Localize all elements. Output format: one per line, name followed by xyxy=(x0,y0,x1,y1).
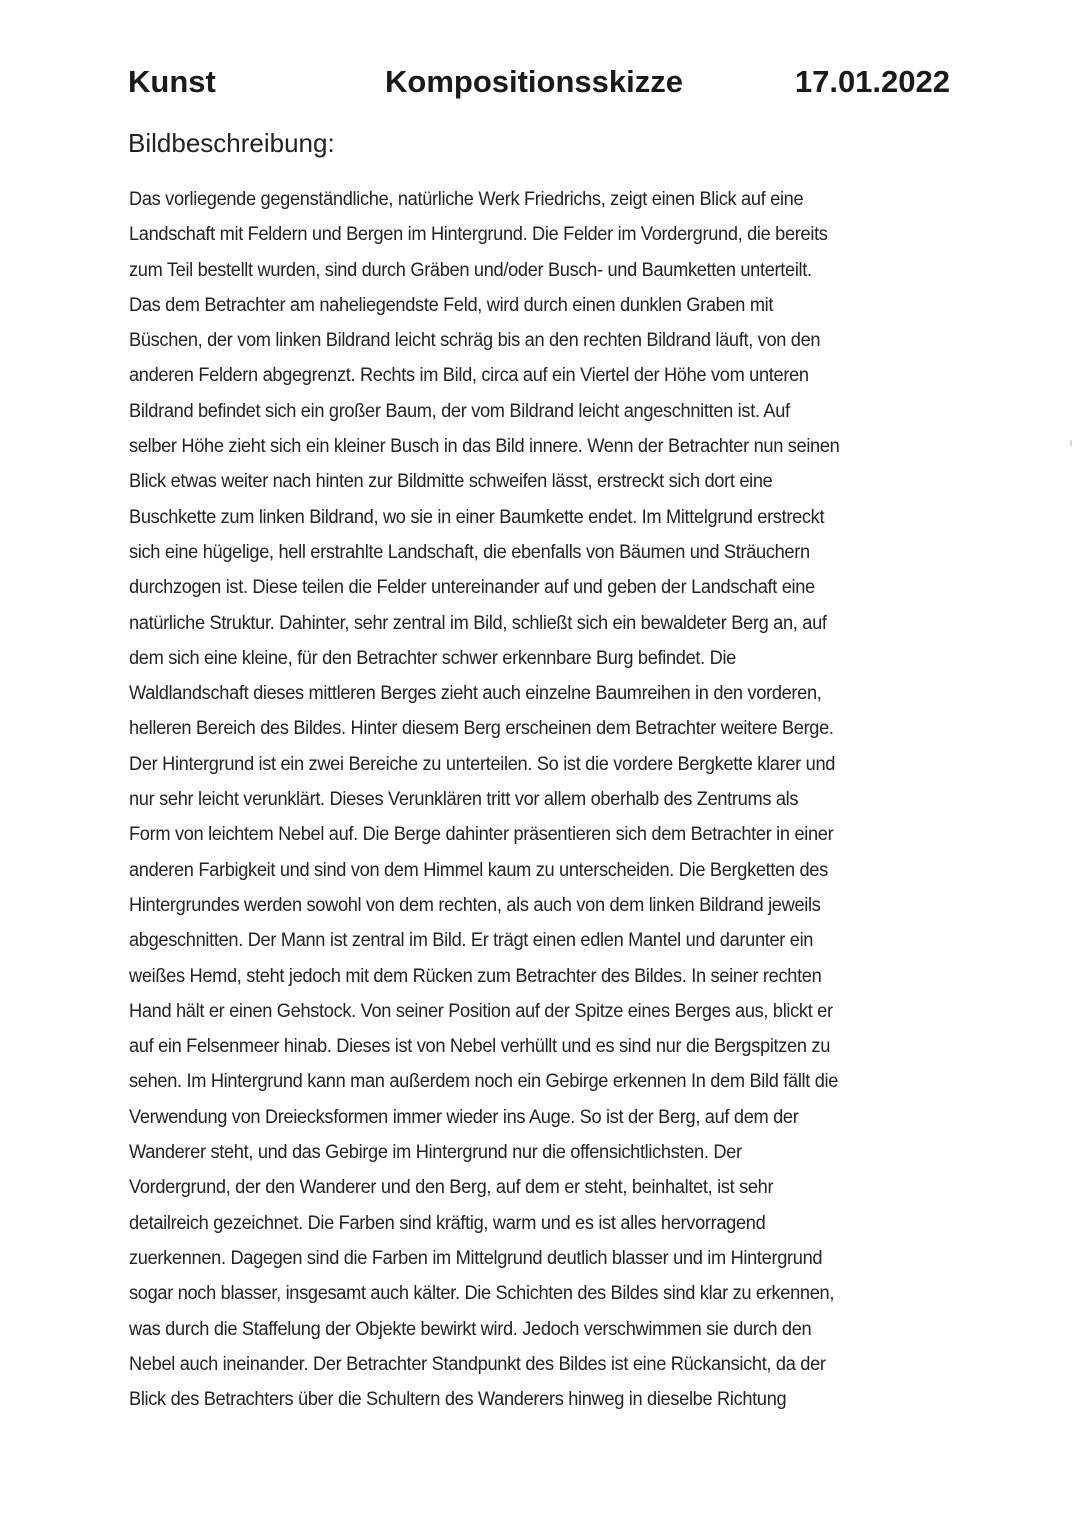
body-line: zuerkennen. Dagegen sind die Farben im Mittelgrund deutlich blasser und im Hintergrund xyxy=(129,1246,823,1269)
document-header xyxy=(128,60,950,104)
body-line: auf ein Felsenmeer hinab. Dieses ist von Nebel verhüllt und es sind nur die Bergspitzen zu xyxy=(129,1035,831,1058)
body-line: Der Hintergrund ist ein zwei Bereiche zu unterteilen. So ist die vordere Bergkette klarer und xyxy=(129,752,836,775)
body-line: Landschaft mit Feldern und Bergen im Hintergrund. Die Felder im Vordergrund, die bereits xyxy=(129,223,828,246)
body-line: sogar noch blasser, insgesamt auch kälter. Die Schichten des Bildes sind klar zu erkennen, xyxy=(129,1282,835,1305)
section-heading: Bildbeschreibung: xyxy=(128,128,335,158)
subject-title: Kunst xyxy=(128,64,216,99)
body-line: Blick des Betrachters über die Schultern des Wanderers hinweg in dieselbe Richtung xyxy=(129,1388,787,1411)
body-line: anderen Feldern abgegrenzt. Rechts im Bild, circa auf ein Viertel der Höhe vom unteren xyxy=(129,364,809,387)
body-line: Nebel auch ineinander. Der Betrachter Standpunkt des Bildes ist eine Rückansicht, da der xyxy=(129,1352,826,1375)
body-line: natürliche Struktur. Dahinter, sehr zentral im Bild, schließt sich ein bewaldeter Berg an, auf xyxy=(129,611,827,634)
body-line: Verwendung von Dreiecksformen immer wieder ins Auge. So ist der Berg, auf dem der xyxy=(129,1105,799,1128)
body-line: Bildrand befindet sich ein großer Baum, der vom Bildrand leicht angeschnitten ist. Auf xyxy=(129,399,790,422)
body-line: abgeschnitten. Der Mann ist zentral im Bild. Er trägt einen edlen Mantel und darunter ein xyxy=(129,929,814,952)
body-line: Blick etwas weiter nach hinten zur Bildmitte schweifen lässt, erstreckt sich dort eine xyxy=(129,470,773,493)
body-line: Wanderer steht, und das Gebirge im Hintergrund nur die offensichtlichsten. Der xyxy=(129,1141,742,1164)
body-line: Form von leichtem Nebel auf. Die Berge dahinter präsentieren sich dem Betrachter in einer xyxy=(129,823,834,846)
body-line: Vordergrund, der den Wanderer und den Berg, auf dem er steht, beinhaltet, ist sehr xyxy=(129,1176,774,1199)
body-line: helleren Bereich des Bildes. Hinter diesem Berg erscheinen dem Betrachter weitere Berge. xyxy=(129,717,834,740)
body-line: weißes Hemd, steht jedoch mit dem Rücken zum Betrachter des Bildes. In seiner rechten xyxy=(129,964,822,987)
body-line: sich eine hügelige, hell erstrahlte Landschaft, die ebenfalls von Bäumen und Sträuchern xyxy=(129,540,810,563)
body-line: zum Teil bestellt wurden, sind durch Gräben und/oder Busch- und Baumketten unterteilt. xyxy=(129,258,812,281)
body-line: Büschen, der vom linken Bildrand leicht schräg bis an den rechten Bildrand läuft, von den xyxy=(129,329,821,352)
body-line: Hand hält er einen Gehstock. Von seiner Position auf der Spitze eines Berges aus, blickt er xyxy=(129,999,833,1022)
body-line: selber Höhe zieht sich ein kleiner Busch in das Bild innere. Wenn der Betrachter nun seinen xyxy=(129,435,840,458)
topic-title: Kompositionsskizze xyxy=(385,64,683,99)
body-line: Das dem Betrachter am naheliegendste Feld, wird durch einen dunklen Graben mit xyxy=(129,293,774,316)
scan-artifact xyxy=(1070,440,1072,446)
body-paragraph xyxy=(129,182,901,1417)
body-line: dem sich eine kleine, für den Betrachter schwer erkennbare Burg befindet. Die xyxy=(129,646,736,669)
body-line: anderen Farbigkeit und sind von dem Himmel kaum zu unterscheiden. Die Bergketten des xyxy=(129,858,828,881)
body-line: Hintergrundes werden sowohl von dem rechten, als auch von dem linken Bildrand jeweils xyxy=(129,893,821,916)
body-line: was durch die Staffelung der Objekte bewirkt wird. Jedoch verschwimmen sie durch den xyxy=(129,1317,812,1340)
body-line: Waldlandschaft dieses mittleren Berges zieht auch einzelne Baumreihen in den vorderen, xyxy=(129,682,822,705)
body-line: nur sehr leicht verunklärt. Dieses Verunklären tritt vor allem oberhalb des Zentrums als xyxy=(129,788,799,811)
body-line: sehen. Im Hintergrund kann man außerdem noch ein Gebirge erkennen In dem Bild fällt die xyxy=(129,1070,839,1093)
body-line: detailreich gezeichnet. Die Farben sind kräftig, warm und es ist alles hervorragend xyxy=(129,1211,766,1234)
document-date: 17.01.2022 xyxy=(794,64,950,99)
body-line: durchzogen ist. Diese teilen die Felder untereinander auf und geben der Landschaft eine xyxy=(129,576,815,599)
body-line: Das vorliegende gegenständliche, natürliche Werk Friedrichs, zeigt einen Blick auf eine xyxy=(129,188,804,210)
body-line: Buschkette zum linken Bildrand, wo sie in einer Baumkette endet. Im Mittelgrund erstreckt xyxy=(129,505,825,528)
